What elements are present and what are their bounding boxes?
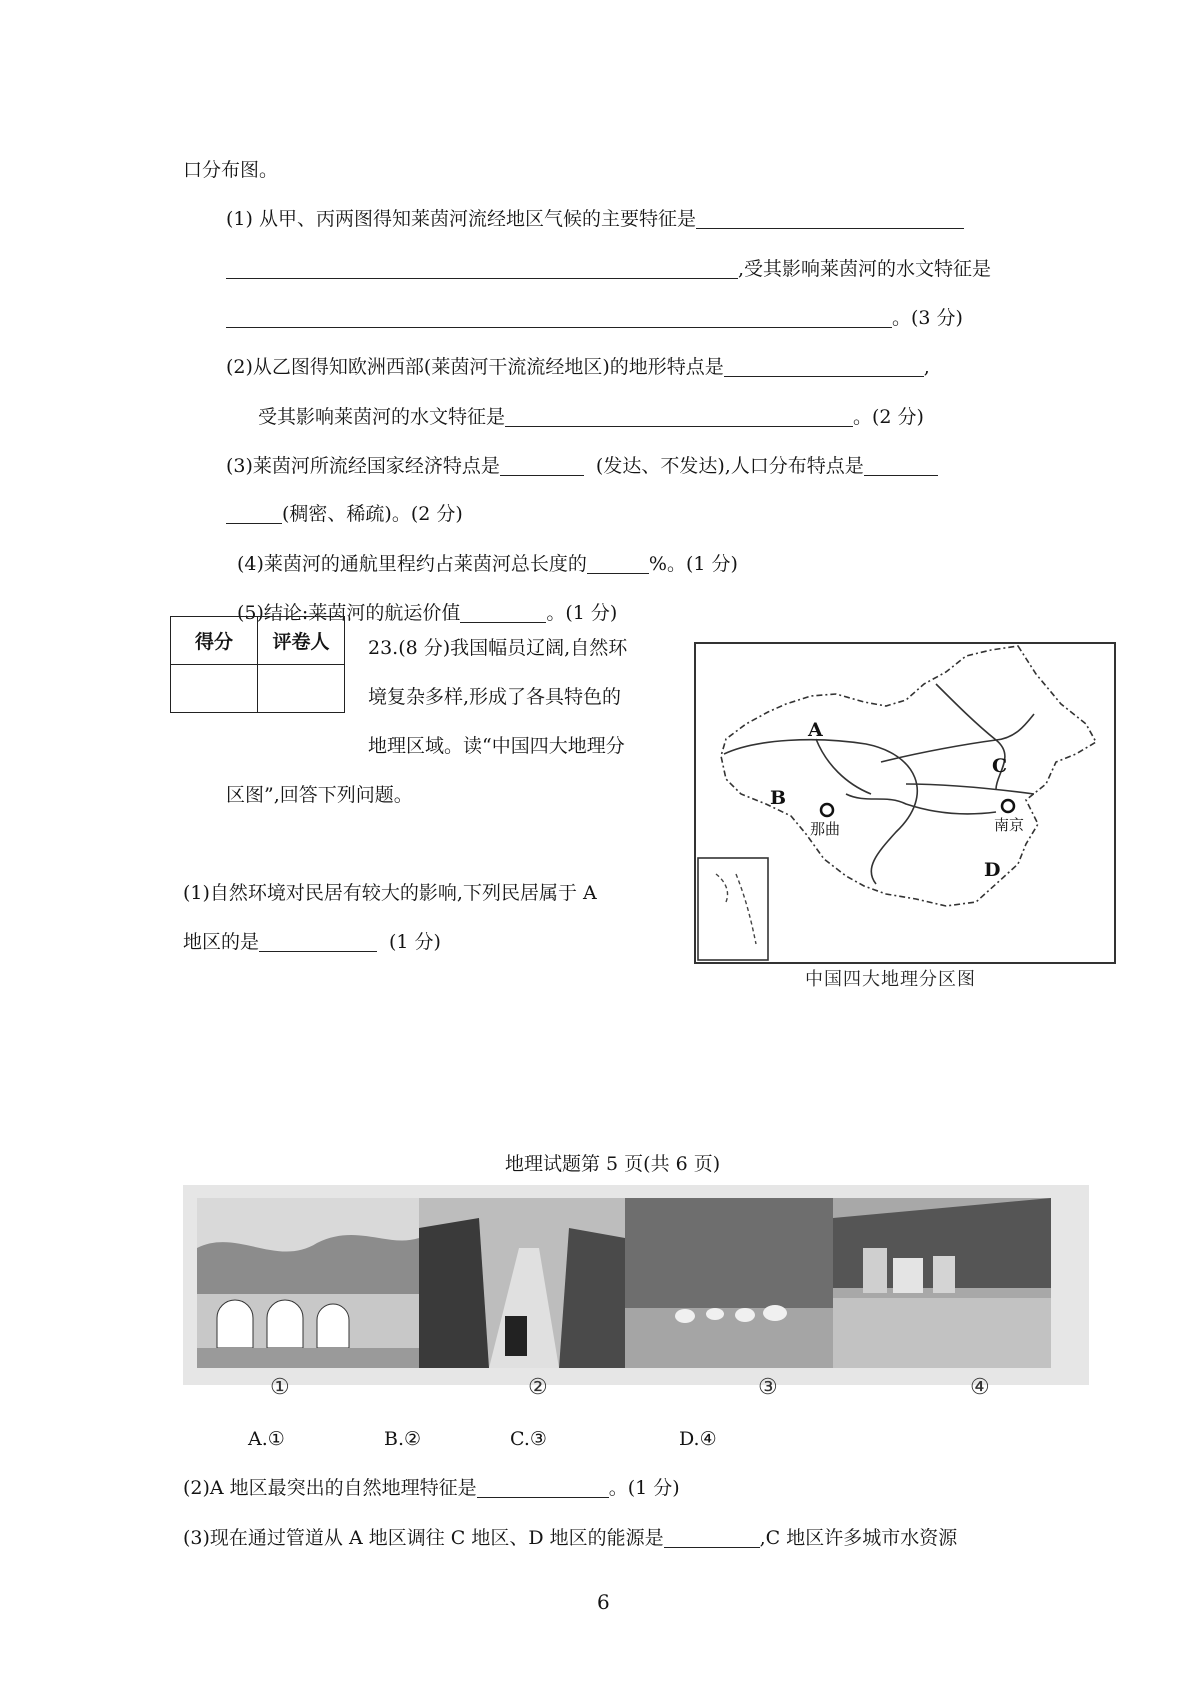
q3-blank-2[interactable] (864, 455, 938, 476)
q1-line3 (226, 306, 963, 330)
china-regions-map (694, 642, 1116, 964)
boundary-c-d (906, 784, 1034, 794)
q3-blank-1[interactable] (500, 455, 584, 476)
q4-blank[interactable] (587, 553, 649, 574)
option-b[interactable]: B.② (384, 1428, 422, 1450)
q2-line1-tail: , (923, 356, 930, 378)
q3-line1-mid: (发达、不发达),人口分布特点是 (595, 455, 864, 477)
boundary-a-c (881, 714, 1034, 762)
q5-tail: 。(1 分) (546, 602, 618, 624)
grader-cell[interactable] (258, 665, 345, 713)
footer-page-label: 地理试题第 5 页(共 6 页) (505, 1153, 721, 1175)
q23-1-tail: (1 分) (389, 931, 441, 953)
south-sea-inset (698, 858, 768, 960)
q4-line (237, 552, 738, 576)
map-caption: 中国四大地理分区图 (805, 969, 976, 990)
q23-1-line1: (1)自然环境对民居有较大的影响,下列民居属于 A (183, 882, 597, 904)
q1-line2-tail: ,受其影响莱茵河的水文特征是 (738, 258, 992, 280)
q5-text: (5)结论:莱茵河的航运价值 (237, 602, 461, 624)
q1-line1 (226, 207, 964, 231)
q23-2-text: (2)A 地区最突出的自然地理特征是 (183, 1477, 477, 1499)
q2-blank-2[interactable] (505, 406, 853, 427)
q23-1-line2 (183, 930, 441, 954)
photo-label-1: ① (270, 1375, 290, 1400)
q23-2-tail: 。(1 分) (608, 1477, 680, 1499)
q23-line3: 地理区域。读“中国四大地理分 (368, 735, 625, 757)
q1-blank-1[interactable] (696, 208, 964, 229)
q2-text: (2)从乙图得知欧洲西部(莱茵河干流流经地区)的地形特点是 (226, 356, 724, 378)
q23-3-line (183, 1526, 957, 1550)
score-table (170, 616, 345, 713)
page-number: 6 (597, 1590, 610, 1614)
q2-line2-tail: 。(2 分) (853, 406, 924, 428)
q1-blank-3[interactable] (226, 307, 892, 328)
city-label-naqu: 那曲 (810, 820, 841, 838)
photo-label-2: ② (528, 1375, 548, 1400)
q23-line4: 区图”,回答下列问题。 (226, 784, 413, 806)
q2-line2 (258, 405, 924, 429)
city-label-nanjing: 南京 (994, 816, 1025, 834)
boundary-nw (816, 739, 871, 794)
q4-text: (4)莱茵河的通航里程约占莱茵河总长度的 (237, 553, 587, 575)
q3-text: (3)莱茵河所流经国家经济特点是 (226, 455, 500, 477)
option-d[interactable]: D.④ (679, 1428, 717, 1450)
river-lines (846, 794, 996, 814)
region-label-c: C (992, 755, 1008, 777)
q1-line2 (226, 257, 991, 281)
q23-line1: 23.(8 分)我国幅员辽阔,自然环 (368, 637, 628, 659)
dwelling-photos-strip (183, 1185, 1089, 1385)
q23-1-text: 地区的是 (183, 931, 260, 953)
q23-3-blank[interactable] (664, 1527, 760, 1548)
photo-cave-dwelling (197, 1198, 419, 1368)
q23-3-tail: ,C 地区许多城市水资源 (759, 1527, 958, 1549)
q5-blank[interactable] (460, 602, 546, 623)
q23-2-line (183, 1476, 680, 1500)
score-header: 得分 (171, 617, 258, 665)
china-map-drawing (696, 644, 1114, 962)
score-cell[interactable] (171, 665, 258, 713)
region-label-b: B (770, 787, 787, 809)
q23-2-blank[interactable] (477, 1477, 609, 1498)
q2-blank-1[interactable] (724, 356, 924, 377)
q23-3-text: (3)现在通过管道从 A 地区调往 C 地区、D 地区的能源是 (183, 1527, 664, 1549)
q23-line2: 境复杂多样,形成了各具特色的 (368, 686, 622, 708)
nanjing-marker (1002, 800, 1014, 812)
q3-blank-3[interactable] (226, 503, 282, 524)
region-label-a: A (808, 719, 823, 741)
q3-line1 (226, 454, 938, 478)
q2-line2-text: 受其影响莱茵河的水文特征是 (258, 406, 506, 428)
naqu-marker (821, 804, 833, 816)
q3-line2 (226, 502, 463, 526)
q4-tail: %。(1 分) (648, 553, 738, 575)
q23-1-blank[interactable] (259, 931, 377, 952)
q1-blank-2[interactable] (226, 258, 738, 279)
q2-line1 (226, 355, 930, 379)
china-outline (721, 646, 1096, 906)
option-c[interactable]: C.③ (510, 1428, 547, 1450)
photo-stone-houses (833, 1198, 1051, 1368)
photo-label-3: ③ (758, 1375, 778, 1400)
q3-line2-tail: (稠密、稀疏)。(2 分) (282, 503, 463, 525)
intro-tail: 口分布图。 (183, 159, 279, 181)
photo-water-town (419, 1198, 625, 1368)
grader-header: 评卷人 (258, 617, 345, 665)
photo-label-4: ④ (970, 1375, 990, 1400)
option-a[interactable]: A.① (248, 1428, 285, 1450)
q1-text: (1) 从甲、丙两图得知莱茵河流经地区气候的主要特征是 (226, 208, 696, 230)
q1-line3-tail: 。(3 分) (892, 307, 963, 329)
region-label-d: D (984, 859, 1001, 881)
photo-yurts (625, 1198, 833, 1368)
